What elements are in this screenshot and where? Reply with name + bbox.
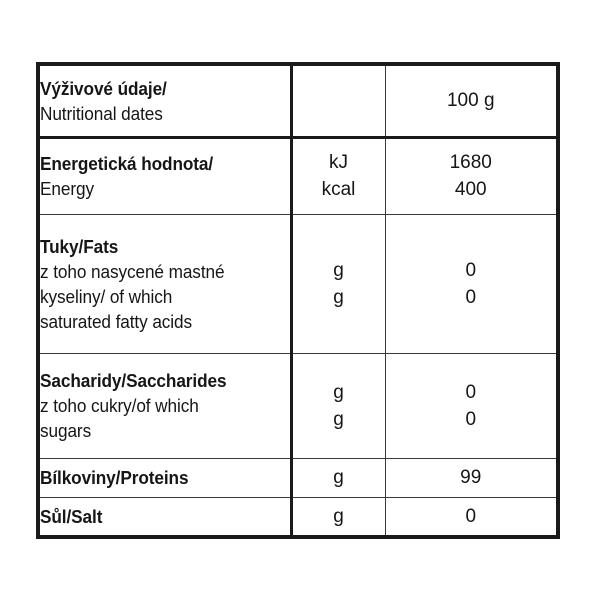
value-stack (386, 464, 557, 491)
label-line: Nutritional dates (40, 102, 163, 124)
value-cell-proteins (385, 458, 556, 497)
table-row (40, 458, 556, 497)
table-row (40, 354, 556, 459)
unit-text: g (333, 286, 344, 308)
nutrition-table-grid (40, 66, 556, 535)
nutrition-table-body (40, 66, 556, 535)
nutrient-label-cell-salt (40, 497, 291, 535)
label-line: z toho nasycené mastné (40, 260, 225, 282)
unit-stack (293, 100, 385, 101)
unit-cell-saccharides (291, 354, 385, 459)
unit-text: g (333, 505, 344, 527)
label-line: sugars (40, 420, 92, 442)
table-row (40, 137, 556, 214)
value-text: 0 (465, 286, 477, 308)
label-stack (40, 504, 290, 529)
label-stack (40, 151, 290, 201)
unit-text: kJ (329, 152, 348, 174)
value-text: 0 (465, 259, 477, 281)
label-stack (40, 76, 290, 126)
label-line: Výživové údaje/ (40, 77, 167, 99)
label-line: kyseliny/ of which (40, 285, 173, 307)
label-stack (40, 465, 290, 490)
label-line: Energy (40, 178, 94, 200)
label-line: Sacharidy/Saccharides (40, 370, 227, 392)
unit-stack (293, 149, 385, 203)
value-text: 0 (465, 505, 477, 527)
unit-stack (293, 257, 385, 311)
value-cell-fats (385, 214, 556, 353)
value-cell-salt (385, 497, 556, 535)
nutrient-label-cell-fats (40, 214, 291, 353)
unit-cell-energy (291, 137, 385, 214)
value-text: 0 (465, 381, 477, 403)
value-stack (386, 149, 557, 203)
unit-stack (293, 464, 385, 491)
empty-unit (293, 100, 385, 101)
nutrition-facts-table (36, 62, 560, 539)
label-line: Tuky/Fats (40, 235, 119, 257)
unit-text: g (333, 408, 344, 430)
unit-text: g (333, 259, 344, 281)
value-text: 0 (465, 408, 477, 430)
unit-text: kcal (321, 179, 356, 201)
nutrient-label-cell-proteins (40, 458, 291, 497)
value-text: 99 (460, 467, 482, 489)
label-line: Energetická hodnota/ (40, 153, 214, 175)
table-row (40, 66, 556, 137)
unit-cell-fats (291, 214, 385, 353)
value-stack (386, 503, 557, 530)
value-stack (386, 87, 557, 114)
value-text: 100 g (446, 90, 495, 112)
nutrient-label-cell-energy (40, 137, 291, 214)
label-line: saturated fatty acids (40, 310, 193, 332)
nutrient-label-cell-saccharides (40, 354, 291, 459)
value-stack (386, 257, 557, 311)
unit-stack (293, 379, 385, 433)
unit-text: g (333, 467, 344, 489)
label-line: z toho cukry/of which (40, 395, 199, 417)
unit-cell-salt (291, 497, 385, 535)
value-cell-nutritional-dates-header (385, 66, 556, 137)
label-stack (40, 368, 290, 443)
unit-cell-nutritional-dates-header (291, 66, 385, 137)
value-cell-saccharides (385, 354, 556, 459)
label-line: Sůl/Salt (40, 505, 103, 527)
unit-cell-proteins (291, 458, 385, 497)
table-row (40, 214, 556, 353)
table-row (40, 497, 556, 535)
value-text: 1680 (449, 152, 492, 174)
nutrient-label-cell-nutritional-dates-header (40, 66, 291, 137)
unit-stack (293, 503, 385, 530)
value-cell-energy (385, 137, 556, 214)
value-stack (386, 379, 557, 433)
value-text: 400 (454, 179, 487, 201)
unit-text: g (333, 381, 344, 403)
label-stack (40, 234, 290, 334)
label-line: Bílkoviny/Proteins (40, 467, 189, 489)
